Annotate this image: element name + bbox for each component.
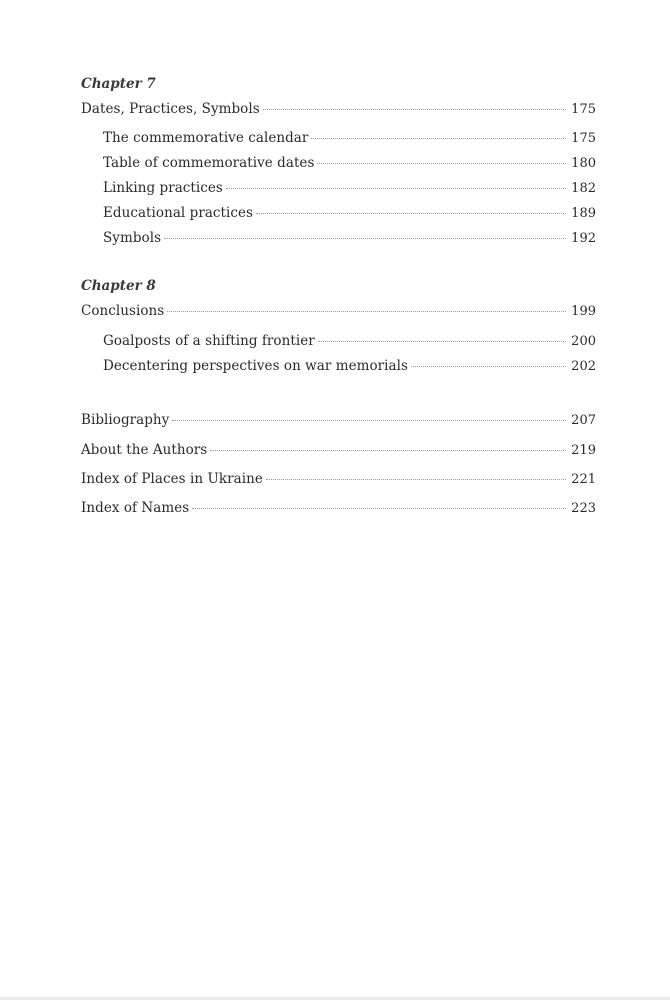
toc-entry-title: Symbols [103,230,162,246]
toc-entry[interactable] [103,356,596,376]
toc-entry-page: 175 [571,131,596,146]
dot-leader [411,366,566,367]
dot-leader [318,341,566,342]
toc-entry-page: 192 [571,231,596,246]
toc-entry-title: Index of Places in Ukraine [81,471,263,487]
toc-entry-page: 182 [571,181,596,196]
toc-entry[interactable] [103,128,596,148]
toc-entry-page: 207 [571,413,596,428]
toc-entry[interactable] [103,153,596,173]
toc-entry[interactable] [81,301,596,321]
toc-entry-page: 199 [571,304,596,319]
chapter-label: Chapter 8 [81,278,156,294]
toc-entry[interactable] [103,178,596,198]
toc-entry[interactable] [81,498,596,518]
toc-entry[interactable] [103,228,596,248]
toc-entry[interactable] [81,440,596,460]
toc-entry[interactable] [81,410,596,430]
toc-entry-title: Bibliography [81,412,170,428]
dot-leader [263,109,566,110]
toc-entry-title: Decentering perspectives on war memorials [103,358,408,374]
toc-entry-page: 180 [571,156,596,171]
toc-entry-page: 175 [571,102,596,117]
toc-entry-page: 221 [571,472,596,487]
toc-entry-page: 202 [571,359,596,374]
chapter-label: Chapter 7 [81,76,156,92]
dot-leader [192,508,566,509]
dot-leader [172,420,566,421]
toc-entry[interactable] [103,203,596,223]
toc-entry-page: 189 [571,206,596,221]
dot-leader [164,238,566,239]
toc-entry-title: Linking practices [103,180,223,196]
toc-entry-title: Conclusions [81,303,165,319]
toc-entry-page: 223 [571,501,596,516]
toc-entry-title: Table of commemorative dates [103,155,315,171]
dot-leader [256,213,566,214]
toc-entry[interactable] [103,331,596,351]
dot-leader [210,450,566,451]
toc-entry-title: Dates, Practices, Symbols [81,101,260,117]
dot-leader [317,163,566,164]
dot-leader [167,311,566,312]
toc-entry-page: 200 [571,334,596,349]
toc-entry-title: Goalposts of a shifting frontier [103,333,315,349]
toc-entry-title: About the Authors [81,442,208,458]
toc-entry-title: Index of Names [81,500,190,516]
toc-entry[interactable] [81,469,596,489]
dot-leader [311,138,566,139]
dot-leader [226,188,566,189]
toc-entry-title: The commemorative calendar [103,130,309,146]
toc-entry-page: 219 [571,443,596,458]
toc-entry-title: Educational practices [103,205,253,221]
dot-leader [266,479,566,480]
toc-entry[interactable] [81,99,596,119]
